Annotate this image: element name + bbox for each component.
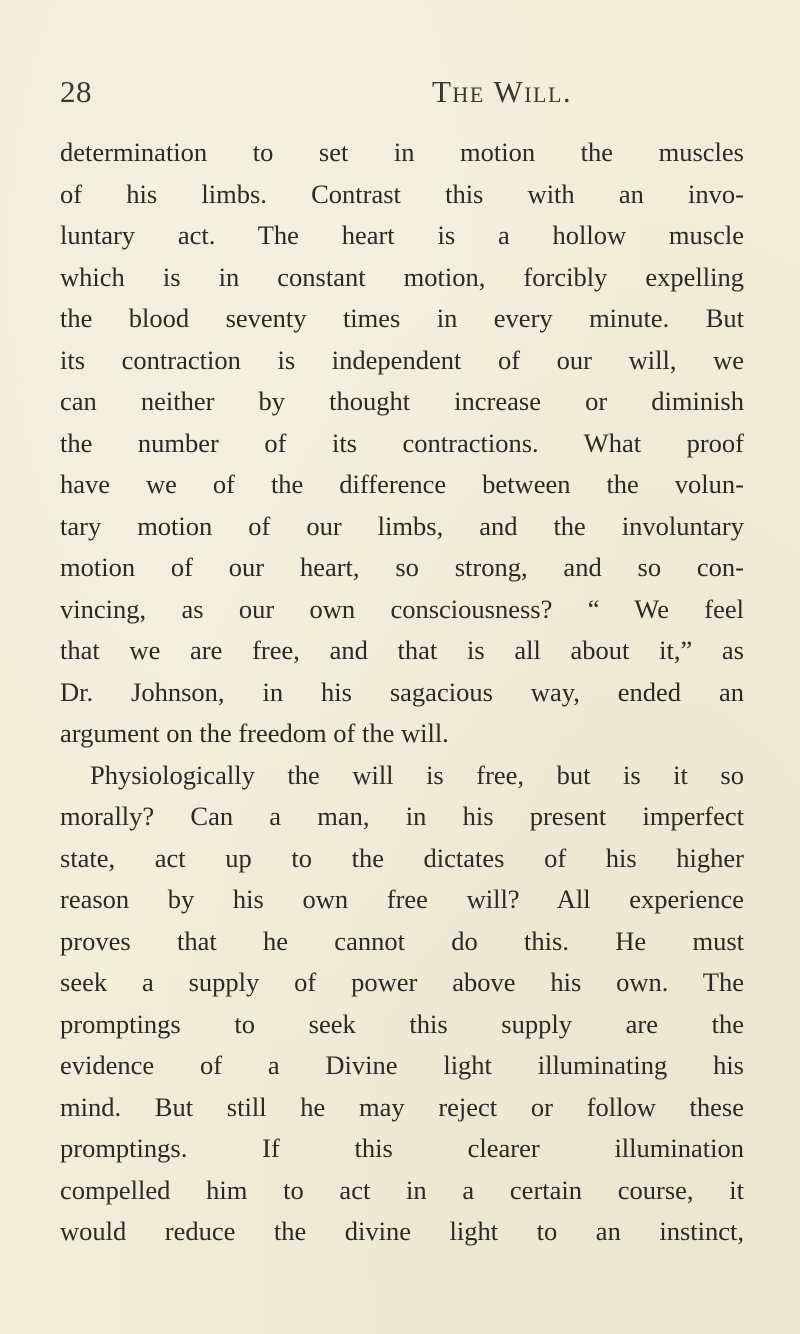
text-line: morally? Can a man, in his present imperfect xyxy=(60,801,744,831)
text-line: its contraction is independent of our will, we xyxy=(60,344,744,375)
text-line: reason by his own free will? All experience xyxy=(60,884,744,914)
text-line: would reduce the divine light to an instinct, xyxy=(60,1216,744,1246)
text-line: tary motion of our limbs, and the involuntary xyxy=(60,510,744,541)
text-line: mind. But still he may reject or follow these xyxy=(60,1091,744,1122)
running-title: The Will. xyxy=(432,74,573,109)
text-line: seek a supply of power above his own. The xyxy=(60,967,744,997)
text-line: compelled him to act in a certain course, it xyxy=(60,1174,744,1205)
text-line: promptings to seek this supply are the xyxy=(60,1008,744,1039)
text-line: that we are free, and that is all about it,” as xyxy=(60,635,744,665)
text-line: motion of our heart, so strong, and so con- xyxy=(60,552,744,582)
text-line: promptings. If this clearer illumination xyxy=(60,1133,744,1163)
text-line: evidence of a Divine light illuminating his xyxy=(60,1050,744,1080)
text-line: determination to set in motion the muscles xyxy=(60,137,744,167)
body-text xyxy=(60,132,744,1253)
text-line: the blood seventy times in every minute. But xyxy=(60,303,744,333)
text-line: proves that he cannot do this. He must xyxy=(60,925,744,956)
text-line: which is in constant motion, forcibly expelling xyxy=(60,261,744,292)
text-line: of his limbs. Contrast this with an invo- xyxy=(60,178,744,209)
text-line: luntary act. The heart is a hollow muscle xyxy=(60,220,744,250)
text-line: vincing, as our own consciousness? “ We feel xyxy=(60,593,744,624)
page-number: 28 xyxy=(60,74,92,109)
text-line: the number of its contractions. What proof xyxy=(60,427,744,458)
text-line: state, act up to the dictates of his higher xyxy=(60,842,744,873)
text-line: Physiologically the will is free, but is it so xyxy=(90,759,744,790)
text-line: Dr. Johnson, in his sagacious way, ended an xyxy=(60,676,744,707)
text-line: have we of the difference between the volun- xyxy=(60,469,744,499)
text-line: argument on the freedom of the will. xyxy=(60,718,449,748)
running-head xyxy=(60,72,740,112)
text-line: can neither by thought increase or diminish xyxy=(60,386,744,416)
